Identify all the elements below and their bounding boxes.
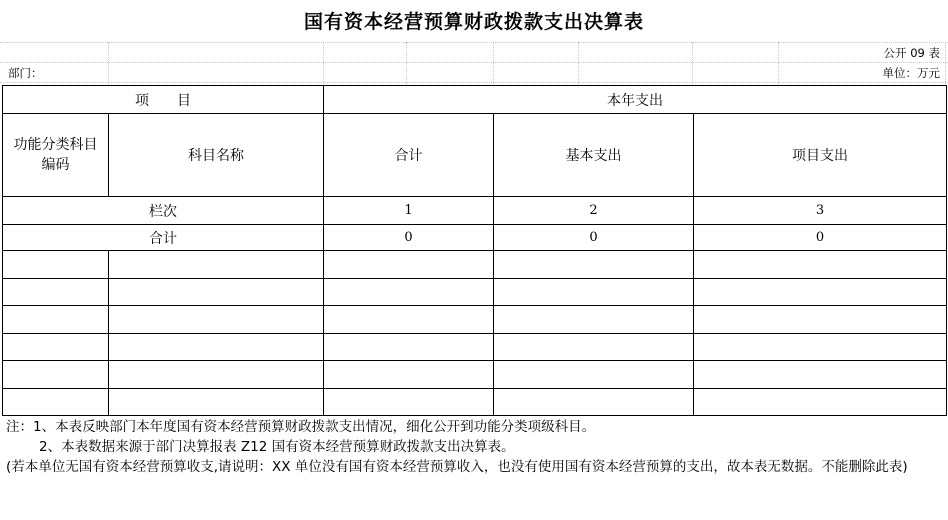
table-cell[interactable] <box>494 251 694 279</box>
table-cell[interactable] <box>324 251 494 279</box>
table-cell[interactable] <box>3 251 109 279</box>
table-cell[interactable] <box>694 389 947 416</box>
table-cell[interactable] <box>324 334 494 361</box>
table-cell[interactable] <box>494 361 694 389</box>
department-label: 部门： <box>8 66 43 80</box>
header-row-2 <box>3 114 947 197</box>
table-row <box>3 251 947 279</box>
table-cell[interactable] <box>324 389 494 416</box>
report-title: 国有资本经营预算财政拨款支出决算表 <box>303 11 644 33</box>
table-cell[interactable] <box>324 306 494 334</box>
table-row <box>3 279 947 306</box>
table-cell[interactable] <box>109 306 324 334</box>
column-index-label: 栏次 <box>3 197 324 225</box>
table-cell[interactable] <box>3 334 109 361</box>
table-cell[interactable] <box>694 334 947 361</box>
note-1: 注：1、本表反映部门本年度国有资本经营预算财政拨款支出情况，细化公开到功能分类项级科目。 <box>6 419 596 435</box>
table-row <box>3 389 947 416</box>
header-subject-name: 科目名称 <box>109 114 324 197</box>
expense-table <box>2 85 947 416</box>
sum-label: 合计 <box>3 225 324 251</box>
note-3: (若本单位无国有资本经营预算收支,请说明：XX 单位没有国有资本经营预算收入，也没有使用国有资本经营预算的支出，故本表无数据。不能删除此表) <box>6 459 908 475</box>
column-index-3: 3 <box>694 197 947 225</box>
table-cell[interactable] <box>109 251 324 279</box>
header-row-1 <box>3 86 947 114</box>
table-cell[interactable] <box>324 279 494 306</box>
table-cell[interactable] <box>3 306 109 334</box>
sum-basic: 0 <box>494 225 694 251</box>
column-index-2: 2 <box>494 197 694 225</box>
sum-project: 0 <box>694 225 947 251</box>
table-cell[interactable] <box>3 389 109 416</box>
table-cell[interactable] <box>694 306 947 334</box>
table-cell[interactable] <box>494 334 694 361</box>
table-cell[interactable] <box>494 306 694 334</box>
table-cell[interactable] <box>3 279 109 306</box>
note-2: 2、本表数据来源于部门决算报表 Z12 国有资本经营预算财政拨款支出决算表。 <box>39 439 515 455</box>
header-current-year-expense: 本年支出 <box>324 86 947 114</box>
table-cell[interactable] <box>109 389 324 416</box>
sum-total: 0 <box>324 225 494 251</box>
table-cell[interactable] <box>109 334 324 361</box>
header-func-code: 功能分类科目编码 <box>3 114 109 197</box>
header-total: 合计 <box>324 114 494 197</box>
header-project-expense: 项目支出 <box>694 114 947 197</box>
column-index-row <box>3 197 947 225</box>
table-row <box>3 361 947 389</box>
form-code: 公开 09 表 <box>883 46 940 60</box>
header-item: 项 目 <box>3 86 324 114</box>
table-cell[interactable] <box>109 279 324 306</box>
table-row <box>3 306 947 334</box>
table-cell[interactable] <box>324 361 494 389</box>
table-cell[interactable] <box>694 361 947 389</box>
header-basic-expense: 基本支出 <box>494 114 694 197</box>
notes-section <box>6 417 944 477</box>
table-cell[interactable] <box>694 251 947 279</box>
sum-row <box>3 225 947 251</box>
unit-label: 单位：万元 <box>882 66 940 80</box>
table-cell[interactable] <box>109 361 324 389</box>
table-row <box>3 334 947 361</box>
table-cell[interactable] <box>3 361 109 389</box>
column-index-1: 1 <box>324 197 494 225</box>
table-cell[interactable] <box>694 279 947 306</box>
table-cell[interactable] <box>494 279 694 306</box>
table-cell[interactable] <box>494 389 694 416</box>
